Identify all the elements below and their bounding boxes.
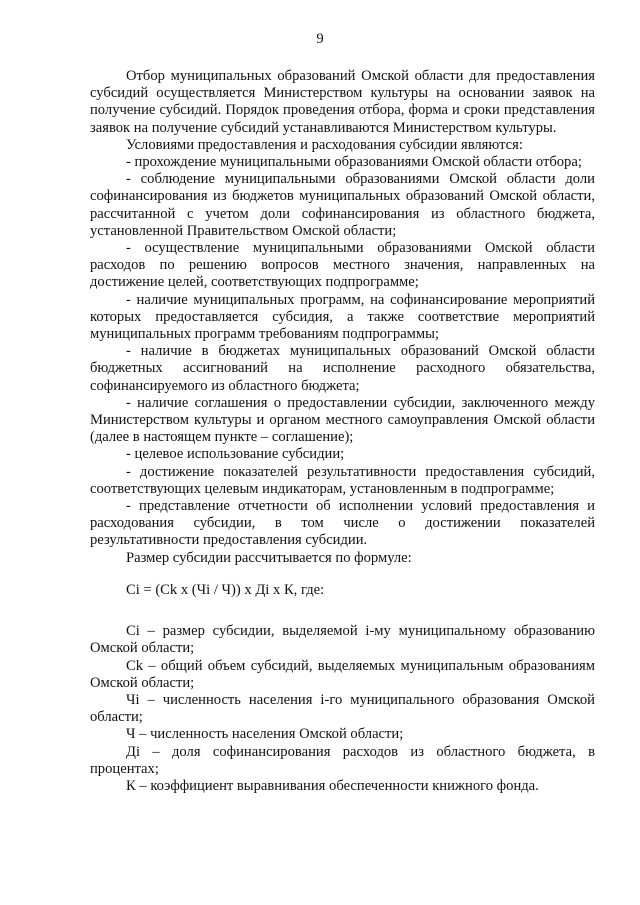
paragraph-conditions-intro: Условиями предоставления и расходования субсидии являются: [126, 136, 523, 153]
definition-item: Ч – численность населения Омской области; [126, 726, 404, 743]
paragraph-formula-intro: Размер субсидии рассчитывается по формуле: [126, 549, 412, 566]
page-number: 9 [316, 31, 324, 47]
definition-item: Сk – общий объем субсидий, выделяемых муниципальным образованиям Омской области; [90, 657, 595, 691]
document-body [90, 68, 595, 795]
condition-item: - наличие в бюджетах муниципальных образований Омской области бюджетных ассигнований на исполнение расходного обязательства, софинансируемого из областного бюджета; [90, 343, 595, 394]
condition-item: - наличие соглашения о предоставлении субсидии, заключенного между Министерством культуры и органом местного самоуправления Омской области (далее в настоящем пункте – соглашение); [90, 394, 595, 446]
condition-item: - осуществление муниципальными образованиями Омской области расходов по решению вопросов местного значения, направленных на достижение целей, соответствующих подпрограмме; [90, 240, 595, 291]
definition-item: Дi – доля софинансирования расходов из областного бюджета, в процентах; [90, 743, 595, 777]
definition-item: Сi – размер субсидии, выделяемой i-му муниципальному образованию Омской области; [90, 623, 595, 657]
definition-item: К – коэффициент выравнивания обеспеченности книжного фонда. [126, 777, 539, 794]
paragraph-selection-procedure: Отбор муниципальных образований Омской области для предоставления субсидий осуществляется Министерством культуры на основании заявок на получение субсидий. Порядок проведения отбора, форма и сроки представления заявок на получение субсидий устанавливаются Министерством культуры. [90, 68, 595, 136]
condition-item: - соблюдение муниципальными образованиями Омской области доли софинансирования из бюджетов муниципальных образований Омской области, рассчитанной с учетом доли софинансирования из областного бюджета, установленной Правительством Омской области; [90, 171, 595, 239]
condition-item: - целевое использование субсидии; [126, 446, 345, 463]
subsidy-formula: Сi = (Сk х (Чi / Ч)) х Дi х К, где: [126, 581, 325, 598]
condition-item: - представление отчетности об исполнении условий предоставления и расходования субсидии, в том числе о достижении показателей результативности предоставления субсидии. [90, 498, 595, 549]
condition-item: - достижение показателей результативности предоставления субсидий, соответствующих целевым индикаторам, установленным в подпрограмме; [90, 463, 595, 497]
condition-item: - прохождение муниципальными образованиями Омской области отбора; [126, 154, 582, 171]
definition-item: Чi – численность населения i-го муниципального образования Омской области; [90, 691, 595, 726]
condition-item: - наличие муниципальных программ, на софинансирование мероприятий которых предоставляется субсидия, а также соответствие мероприятий муниципальных программ требованиям подпрограммы; [90, 291, 595, 343]
